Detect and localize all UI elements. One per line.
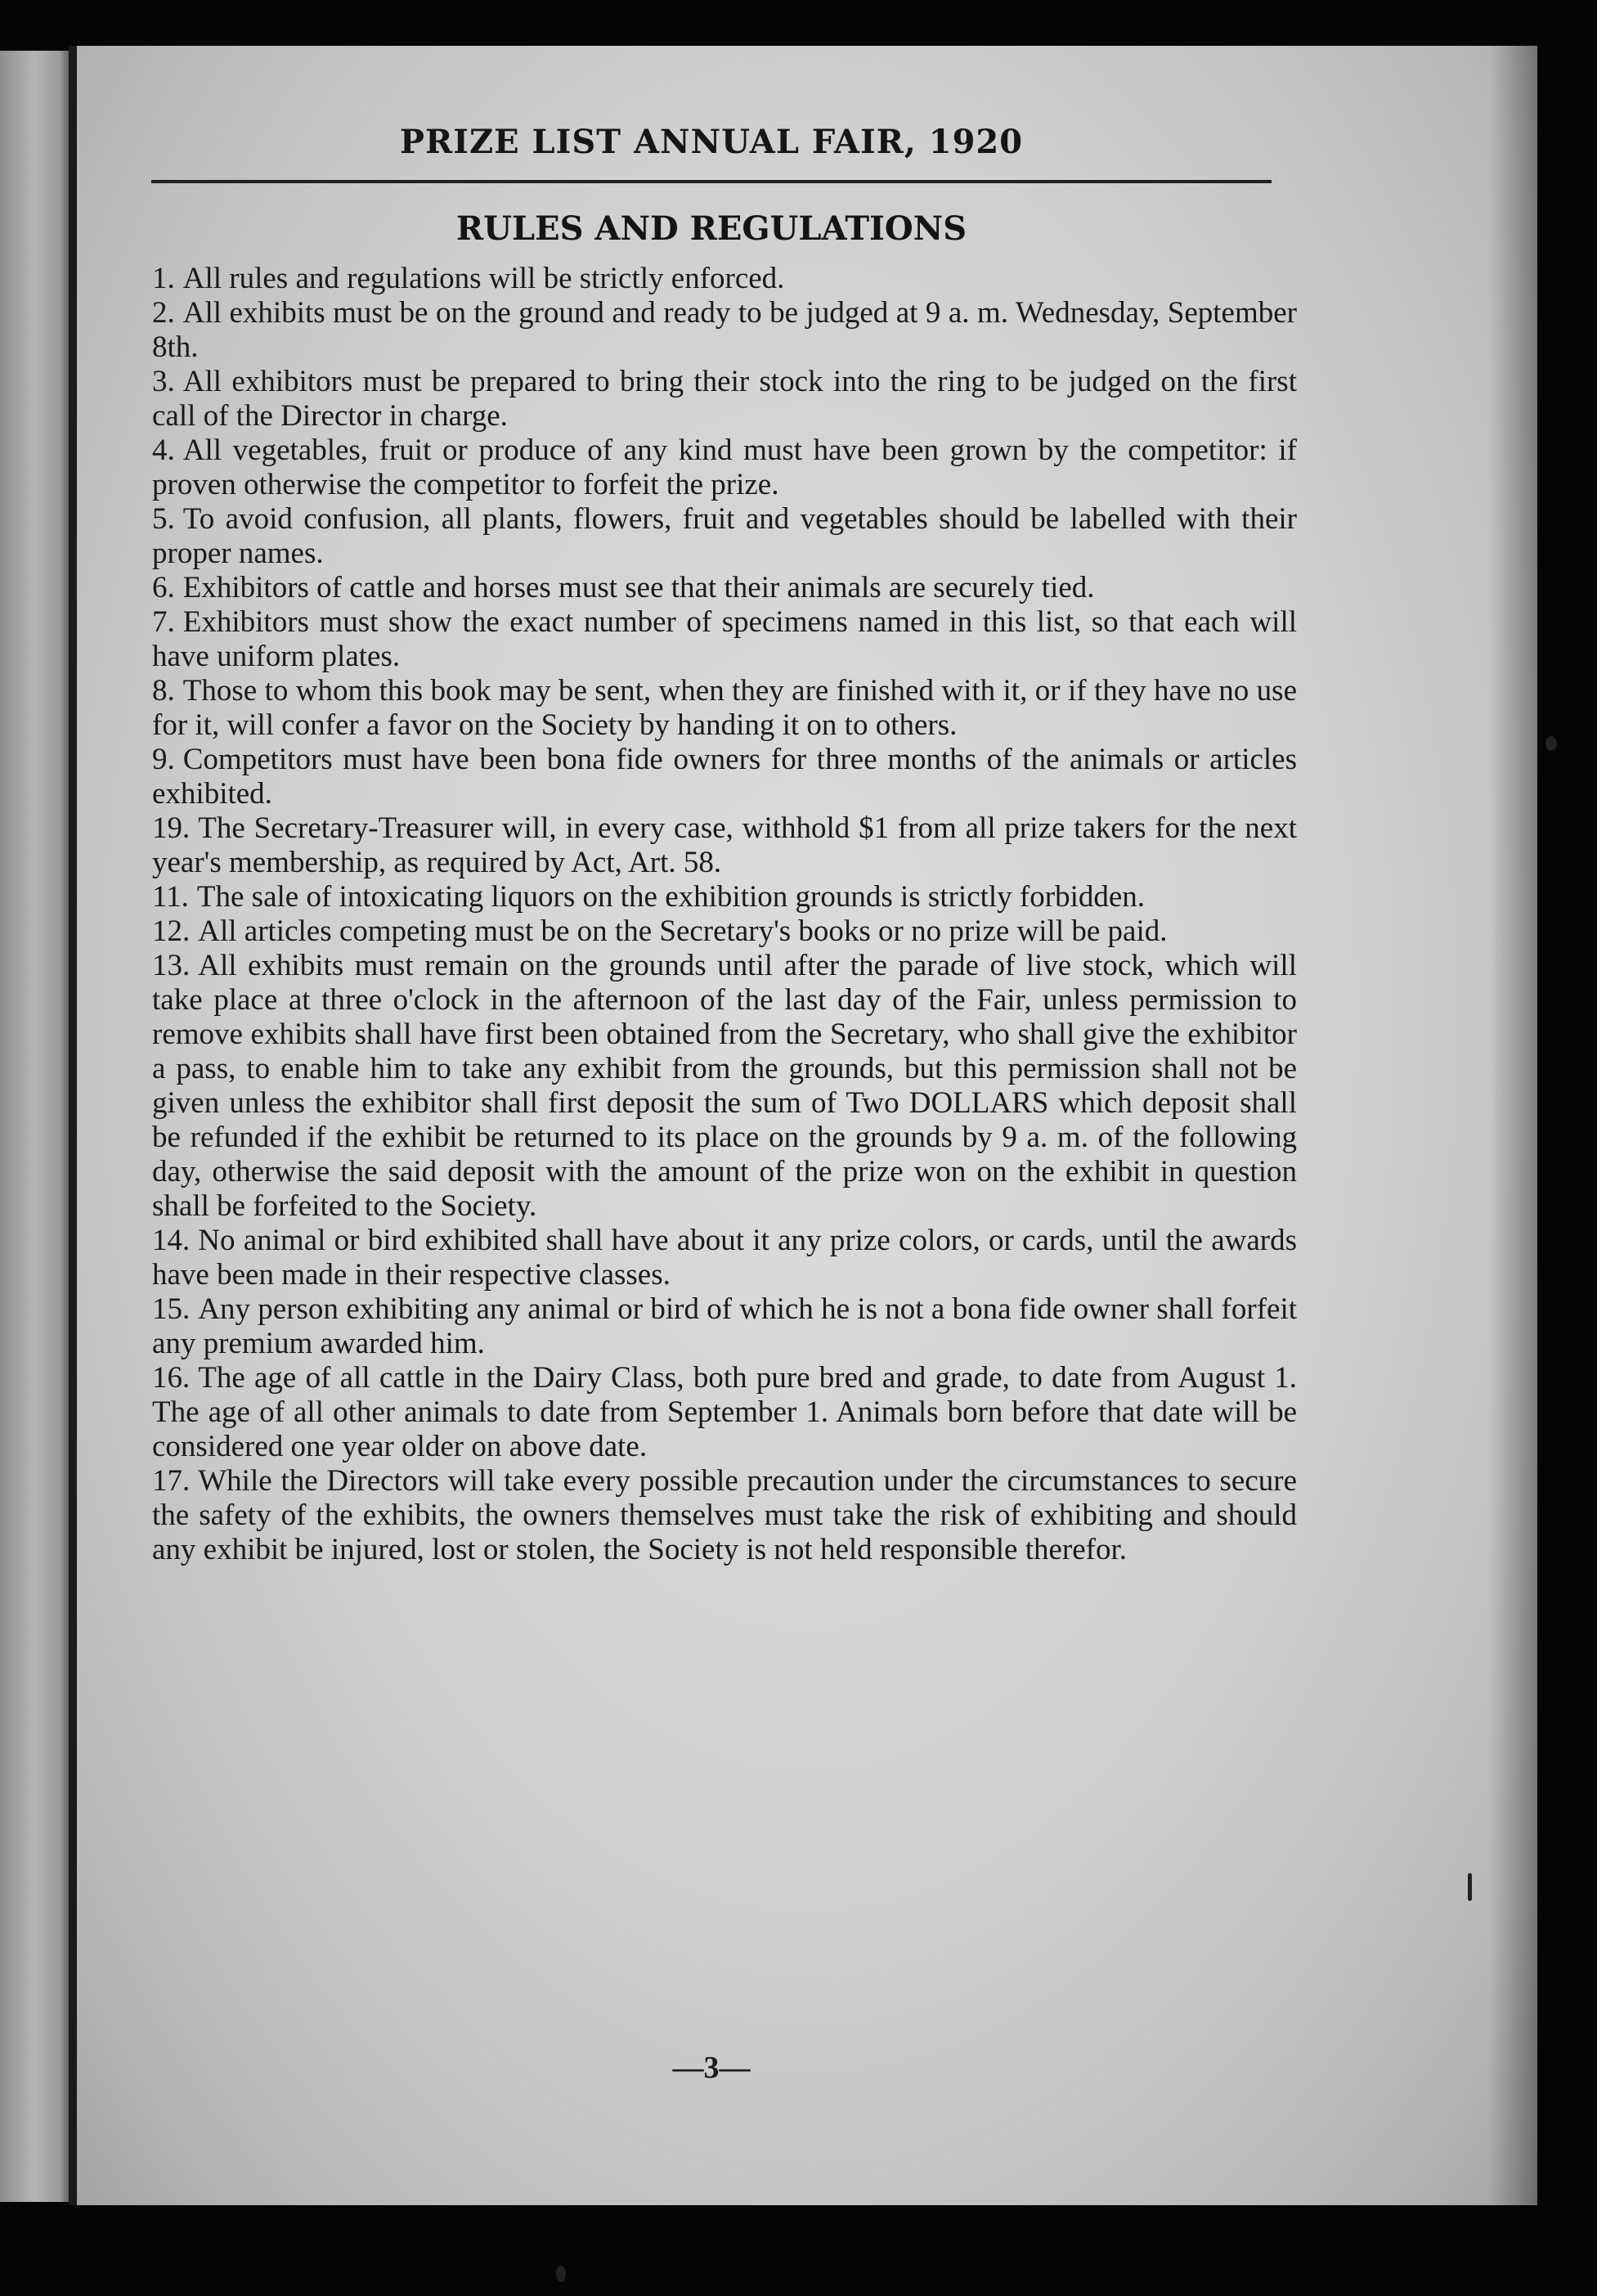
rule-number: 3. [152, 365, 175, 398]
rule-item [152, 914, 1297, 949]
scan-speck [556, 2266, 566, 2282]
rule-text: All vegetables, fruit or produce of any kind must have been grown by the competitor: if proven otherwise the competitor to forfeit the prize. [152, 434, 1297, 501]
page-shadow [1488, 46, 1537, 2205]
rule-number: 4. [152, 434, 175, 467]
rule-text: The sale of intoxicating liquors on the exhibition grounds is strictly forbidden. [196, 880, 1146, 914]
rule-number: 11. [152, 880, 189, 914]
page-number: —3— [672, 2051, 751, 2085]
rule-number: 17. [152, 1464, 191, 1498]
running-header: PRIZE LIST ANNUAL FAIR, 1920 [399, 123, 1024, 161]
rules-list [152, 262, 1297, 1567]
rule-item [152, 434, 1297, 502]
rule-text: All rules and regulations will be strictly enforced. [182, 262, 785, 295]
rule-text: Exhibitors of cattle and horses must see that their animals are securely tied. [182, 571, 1095, 604]
rule-item [152, 880, 1297, 914]
rule-item [152, 674, 1297, 743]
rule-item [152, 296, 1297, 365]
rule-text: All exhibitors must be prepared to bring their stock into the ring to be judged on the first call of the Director in charge. [152, 365, 1297, 433]
rule-number: 7. [152, 605, 175, 639]
rule-item [152, 502, 1297, 571]
rule-text: While the Directors will take every possible precaution under the circumstances to secure the safety of the exhibits, the owners themselves must take the risk of exhibiting and should any exhibit be injured, lost or stolen, the Society is not held responsible therefor. [152, 1464, 1297, 1566]
rule-item [152, 811, 1297, 880]
rule-number: 1. [152, 262, 175, 295]
rule-number: 9. [152, 743, 175, 776]
rule-text: Those to whom this book may be sent, when they are finished with it, or if they have no use for it, will confer a favor on the Society by handing it on to others. [152, 674, 1297, 742]
rule-number: 13. [152, 949, 191, 982]
scan-speck [1468, 1873, 1472, 1901]
rule-item [152, 1361, 1297, 1464]
rule-item [152, 949, 1297, 1224]
rule-item [152, 365, 1297, 434]
rule-text: All exhibits must remain on the grounds until after the parade of live stock, which will take place at three o'clock in the afternoon of the last day of the Fair, unless permission to remove exhibits shall have first been obtained from the Secretary, who shall give the exhibitor a pass, to enable him to take any exhibit from the grounds, but this permission shall not be given unless the exhibitor shall first deposit the sum of Two DOLLARS which deposit shall be refunded if the exhibit be returned to its place on the grounds by 9 a. m. of the following day, otherwise the said deposit with the amount of the prize won on the exhibit in question shall be forfeited to the Society. [152, 949, 1297, 1223]
rule-text: All articles competing must be on the Secretary's books or no prize will be paid. [198, 914, 1168, 948]
rule-number: 12. [152, 914, 191, 948]
rule-text: Any person exhibiting any animal or bird of which he is not a bona fide owner shall forfeit any premium awarded him. [152, 1292, 1297, 1360]
rule-item [152, 743, 1297, 811]
rule-item [152, 571, 1297, 605]
rule-number: 16. [152, 1361, 191, 1395]
rule-number: 2. [152, 296, 175, 330]
header-rule [151, 180, 1272, 183]
rule-text: The age of all cattle in the Dairy Class, both pure bred and grade, to date from August 1. The age of all other animals to date from September 1. Animals born before that date will be considered one year older on above date. [152, 1361, 1297, 1463]
rule-number: 14. [152, 1224, 191, 1257]
rule-text: No animal or bird exhibited shall have about it any prize colors, or cards, until the awards have been made in their respective classes. [152, 1224, 1297, 1292]
rule-item [152, 605, 1297, 674]
rule-number: 15. [152, 1292, 191, 1326]
rule-text: To avoid confusion, all plants, flowers, fruit and vegetables should be labelled with their proper names. [152, 502, 1297, 570]
rule-text: Exhibitors must show the exact number of specimens named in this list, so that each will have uniform plates. [152, 605, 1297, 673]
rule-text: The Secretary-Treasurer will, in every case, withhold $1 from all prize takers for the next year's membership, as required by Act, Art. 58. [152, 811, 1297, 879]
rule-item [152, 1224, 1297, 1292]
rule-number: 6. [152, 571, 175, 604]
rule-number: 5. [152, 502, 175, 536]
rule-item [152, 262, 1297, 296]
rule-text: Competitors must have been bona fide owners for three months of the animals or articles exhibited. [152, 743, 1297, 811]
rule-number: 19. [152, 811, 191, 845]
rule-item [152, 1464, 1297, 1567]
section-title: RULES AND REGULATIONS [455, 209, 967, 248]
rule-text: All exhibits must be on the ground and ready to be judged at 9 a. m. Wednesday, September 8th. [152, 296, 1297, 364]
scan-speck [1545, 736, 1557, 751]
rule-number: 8. [152, 674, 175, 708]
rule-item [152, 1292, 1297, 1361]
facing-page-edge [0, 51, 75, 2202]
